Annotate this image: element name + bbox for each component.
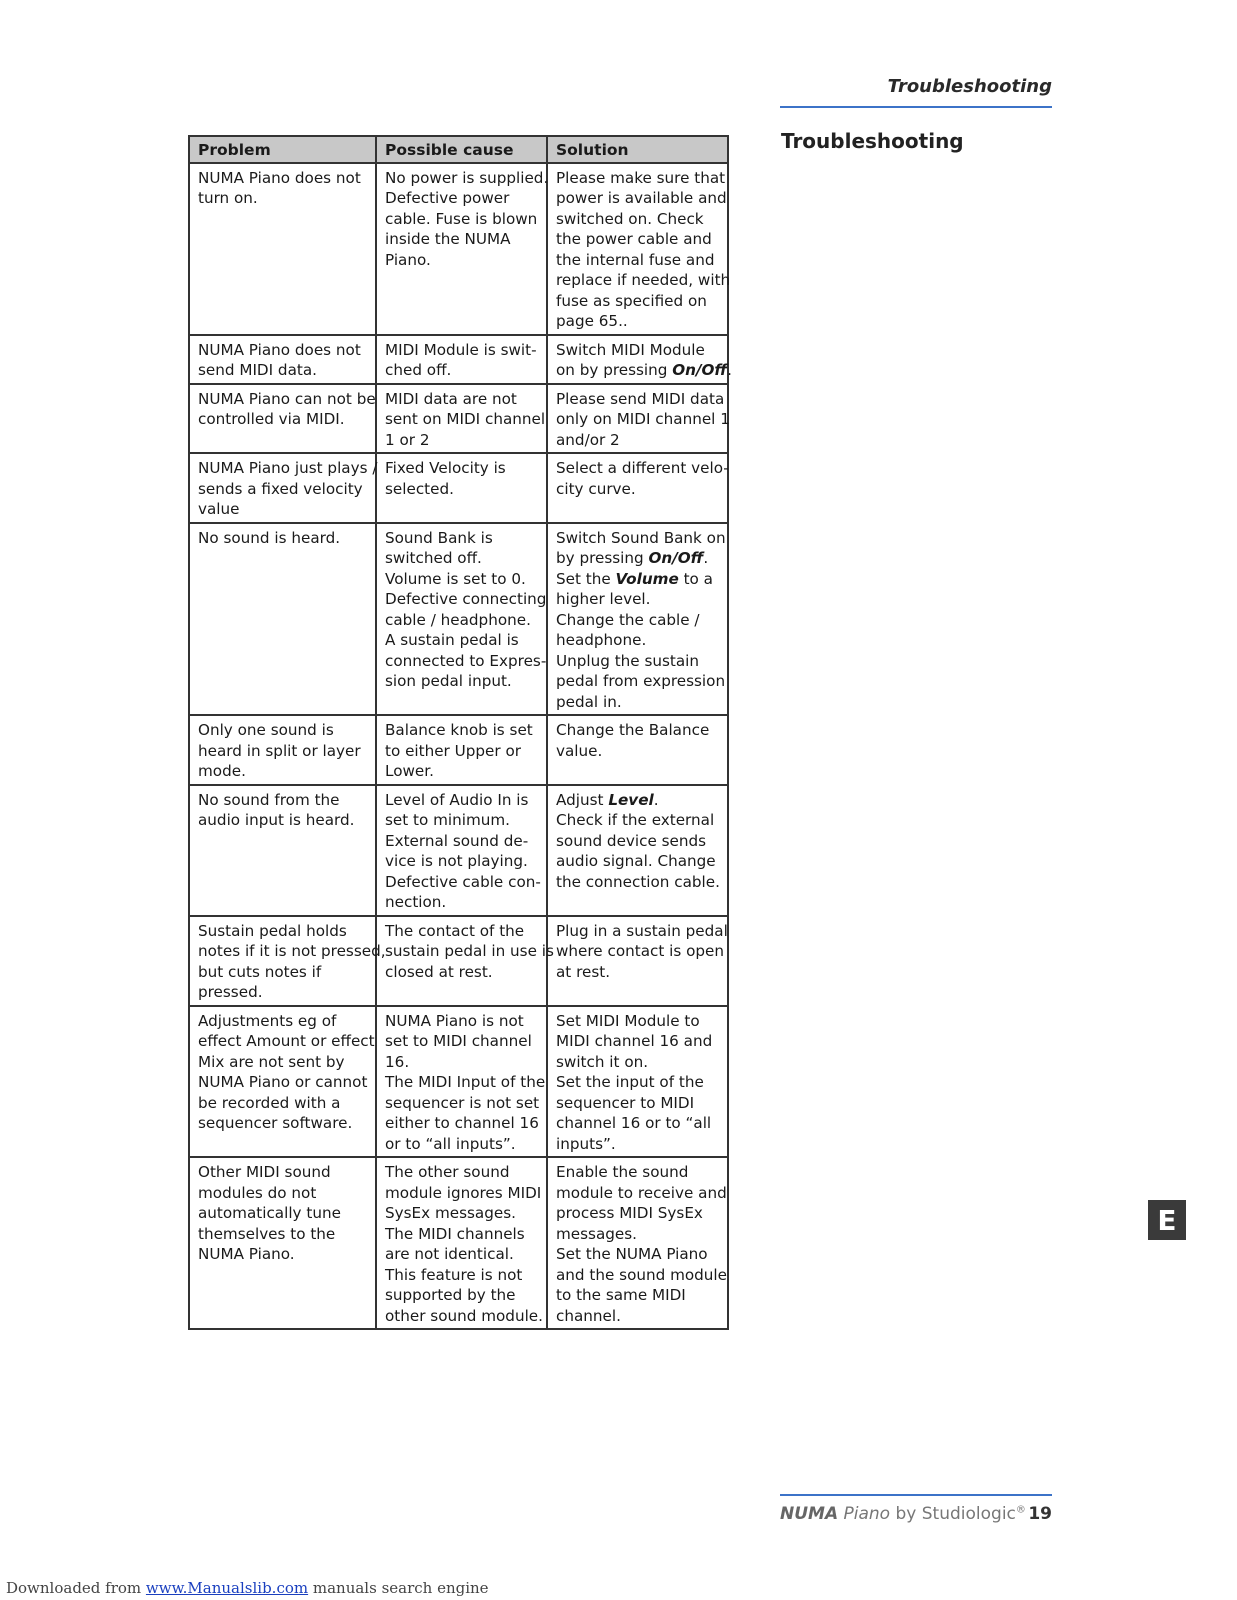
cell-line: MIDI channel 16 and	[556, 1032, 713, 1050]
cell-line: NUMA Piano.	[198, 1245, 295, 1263]
cell-line: Adjustments eg of	[198, 1011, 337, 1030]
cell-line: turn on.	[198, 189, 258, 207]
cell-line: sent on MIDI channel	[385, 410, 546, 428]
cell-line: Set the Volume to a	[556, 569, 713, 588]
cell-line: sends a fixed velocity	[198, 479, 363, 498]
cell-line: at rest.	[556, 962, 611, 981]
cell-line: The MIDI Input of the	[385, 1073, 546, 1091]
cause-cell	[376, 453, 547, 523]
cell-line: process MIDI SysEx	[556, 1204, 703, 1222]
cell-line: where contact is open	[556, 942, 724, 960]
cell-line: selected.	[385, 479, 454, 498]
solution-cell	[547, 384, 728, 454]
cell-line: and the sound module	[556, 1265, 727, 1284]
solution-cell	[547, 916, 728, 1006]
cell-line: inside the NUMA	[385, 230, 511, 248]
cell-line: MIDI data are not	[385, 389, 517, 408]
footer-rule	[780, 1494, 1052, 1496]
problem-cell	[189, 1006, 376, 1158]
cell-line: page 65..	[556, 312, 628, 330]
solution-cell	[547, 715, 728, 785]
cell-line: The contact of the	[385, 921, 525, 940]
cell-line: Set the input of the	[556, 1073, 704, 1091]
cell-line: Check if the external	[556, 811, 715, 829]
page-number: 19	[1028, 1504, 1052, 1524]
cell-line: No sound from the	[198, 790, 340, 809]
cell-line: vice is not playing.	[385, 852, 528, 870]
cell-line: but cuts notes if	[198, 962, 322, 981]
footer-maker: by Studiologic	[895, 1504, 1016, 1524]
cell-line: The other sound	[385, 1163, 510, 1181]
cell-line: notes if it is not pressed,	[198, 942, 386, 960]
cell-line: controlled via MIDI.	[198, 410, 345, 428]
solution-cell	[547, 453, 728, 523]
page-footer	[780, 1504, 1052, 1524]
cell-line: switch it on.	[556, 1052, 649, 1071]
cell-line: Defective power	[385, 189, 510, 207]
cell-line: channel 16 or to “all	[556, 1114, 712, 1132]
cell-line: only on MIDI channel 1	[556, 410, 730, 428]
cell-line: sequencer software.	[198, 1114, 353, 1132]
cell-line: Please make sure that	[556, 168, 726, 187]
cause-cell	[376, 384, 547, 454]
cell-line: either to channel 16	[385, 1114, 539, 1132]
cell-line: 1 or 2	[385, 430, 430, 449]
cell-line: be recorded with a	[198, 1093, 341, 1112]
table-row	[189, 785, 728, 916]
cell-line: messages.	[556, 1224, 637, 1243]
cell-line: Change the cable /	[556, 610, 700, 629]
cell-line: the connection cable.	[556, 872, 720, 891]
cell-line: The MIDI channels	[385, 1224, 525, 1243]
cause-cell	[376, 1006, 547, 1158]
cell-line: MIDI Module is swit-	[385, 340, 537, 359]
cell-line: higher level.	[556, 590, 651, 608]
cell-line: No sound is heard.	[198, 528, 341, 547]
problem-cell	[189, 1157, 376, 1329]
cell-line: pressed.	[198, 983, 263, 1001]
cell-line: NUMA Piano is not	[385, 1011, 524, 1030]
manualslib-link[interactable]: www.Manualslib.com	[145, 1579, 309, 1597]
solution-cell	[547, 523, 728, 716]
download-banner	[6, 1579, 489, 1597]
cell-line: Set MIDI Module to	[556, 1011, 700, 1030]
column-header-solution: Solution	[547, 136, 728, 163]
cell-line: Please send MIDI data	[556, 389, 725, 408]
cell-line: NUMA Piano or cannot	[198, 1073, 368, 1091]
cell-line: NUMA Piano can not be	[198, 389, 376, 408]
cell-line: module ignores MIDI	[385, 1183, 542, 1202]
cell-line: NUMA Piano does not	[198, 168, 361, 187]
cell-line: SysEx messages.	[385, 1204, 516, 1222]
cause-cell	[376, 163, 547, 335]
cell-line: Set the NUMA Piano	[556, 1245, 708, 1263]
cell-line: External sound de-	[385, 831, 529, 850]
footer-registered-mark: ®	[1015, 1504, 1026, 1516]
cell-line: inputs”.	[556, 1134, 616, 1153]
cause-cell	[376, 523, 547, 716]
footer-model: Piano	[843, 1504, 891, 1524]
cell-line: Sustain pedal holds	[198, 921, 347, 940]
cell-line: sequencer to MIDI	[556, 1093, 695, 1112]
problem-cell	[189, 453, 376, 523]
control-name: Level	[608, 790, 654, 809]
table-row	[189, 335, 728, 384]
cell-line: effect Amount or effect	[198, 1032, 375, 1050]
cell-line: Sound Bank is	[385, 528, 493, 547]
cell-line: Switch MIDI Module	[556, 340, 705, 359]
cell-line: power is available and	[556, 189, 727, 207]
cell-line: connected to Expres-	[385, 651, 547, 670]
solution-cell	[547, 163, 731, 335]
cell-line: pedal in.	[556, 692, 622, 711]
cell-line: sustain pedal in use is	[385, 942, 554, 960]
cell-line: on by pressing On/Off.	[556, 361, 732, 379]
cell-line: or to “all inputs”.	[385, 1134, 516, 1153]
problem-cell	[189, 384, 376, 454]
download-banner-prefix: Downloaded from	[6, 1579, 146, 1597]
cell-line: switched on. Check	[556, 209, 704, 228]
problem-cell	[189, 163, 376, 335]
cell-line: mode.	[198, 762, 246, 780]
cell-line: cable. Fuse is blown	[385, 209, 538, 228]
cell-line: Only one sound is	[198, 721, 334, 739]
cell-line: value	[198, 500, 240, 518]
cell-line: No power is supplied.	[385, 168, 549, 187]
footer-brand: NUMA	[780, 1504, 839, 1524]
problem-cell	[189, 916, 386, 1006]
cell-line: headphone.	[556, 631, 647, 649]
cause-cell	[376, 916, 554, 1006]
cell-line: supported by the	[385, 1286, 516, 1304]
cell-line: Other MIDI sound	[198, 1163, 331, 1181]
cell-line: ched off.	[385, 361, 452, 379]
cell-line: Plug in a sustain pedal	[556, 921, 728, 940]
cause-cell	[376, 335, 547, 384]
cell-line: NUMA Piano does not	[198, 340, 361, 359]
cell-line: Adjust Level.	[556, 790, 659, 809]
cell-line: audio input is heard.	[198, 811, 355, 829]
section-tab-marker: E	[1148, 1200, 1186, 1240]
cell-line: modules do not	[198, 1183, 317, 1202]
table-row	[189, 916, 728, 1006]
cell-line: Fixed Velocity is	[385, 459, 506, 477]
cell-line: to either Upper or	[385, 741, 521, 760]
cell-line: channel.	[556, 1306, 621, 1325]
cell-line: and/or 2	[556, 430, 620, 449]
cell-line: Defective cable con-	[385, 872, 541, 891]
cell-line: replace if needed, with	[556, 271, 731, 289]
cell-line: cable / headphone.	[385, 610, 531, 629]
cause-cell	[376, 785, 547, 916]
cell-line: send MIDI data.	[198, 361, 317, 379]
control-name: On/Off	[672, 361, 728, 379]
cell-line: set to MIDI channel	[385, 1032, 532, 1050]
header-rule	[780, 106, 1052, 108]
table-row	[189, 453, 728, 523]
cell-line: other sound module.	[385, 1306, 543, 1325]
cell-line: fuse as specified on	[556, 291, 707, 310]
table-row	[189, 1006, 728, 1158]
cell-line: A sustain pedal is	[385, 631, 519, 649]
cell-line: set to minimum.	[385, 811, 511, 829]
cell-line: by pressing On/Off.	[556, 549, 709, 567]
table-row	[189, 163, 728, 335]
cell-line: are not identical.	[385, 1245, 514, 1263]
cell-line: Level of Audio In is	[385, 790, 529, 809]
control-name: On/Off	[648, 549, 704, 567]
running-header-title: Troubleshooting	[887, 76, 1052, 97]
table-header-row	[189, 136, 728, 163]
cell-line: 16.	[385, 1052, 410, 1071]
cell-line: sequencer is not set	[385, 1093, 540, 1112]
cell-line: Switch Sound Bank on	[556, 528, 726, 547]
cell-line: Select a different velo-	[556, 459, 729, 477]
cell-line: to the same MIDI	[556, 1286, 686, 1304]
solution-cell	[547, 1006, 728, 1158]
cell-line: Change the Balance	[556, 721, 710, 739]
cell-line: Unplug the sustain	[556, 651, 700, 670]
cell-line: Volume is set to 0.	[385, 569, 526, 588]
cell-line: audio signal. Change	[556, 852, 716, 870]
cell-line: value.	[556, 741, 603, 760]
table-row	[189, 715, 728, 785]
cell-line: Defective connecting	[385, 590, 547, 608]
cell-line: Mix are not sent by	[198, 1052, 345, 1071]
cell-line: Balance knob is set	[385, 721, 533, 739]
cause-cell	[376, 1157, 547, 1329]
table-row	[189, 384, 728, 454]
cell-line: sion pedal input.	[385, 672, 512, 690]
solution-cell	[547, 785, 728, 916]
section-heading: Troubleshooting	[781, 129, 964, 153]
problem-cell	[189, 785, 376, 916]
cell-line: heard in split or layer	[198, 741, 361, 760]
cell-line: Lower.	[385, 762, 434, 780]
problem-cell	[189, 523, 376, 716]
cell-line: This feature is not	[385, 1265, 523, 1284]
control-name: Volume	[615, 569, 679, 588]
cell-line: closed at rest.	[385, 962, 493, 981]
cell-line: pedal from expression	[556, 672, 726, 690]
cell-line: Enable the sound	[556, 1163, 689, 1181]
cell-line: the power cable and	[556, 230, 712, 248]
cell-line: switched off.	[385, 549, 482, 567]
cell-line: Piano.	[385, 250, 431, 269]
cell-line: automatically tune	[198, 1204, 341, 1222]
problem-cell	[189, 715, 376, 785]
cause-cell	[376, 715, 547, 785]
column-header-problem: Problem	[189, 136, 376, 163]
table-body	[189, 163, 732, 1330]
problem-cell	[189, 335, 376, 384]
troubleshooting-table	[188, 135, 732, 1330]
solution-cell	[547, 1157, 728, 1329]
table-row	[189, 523, 728, 716]
cell-line: the internal fuse and	[556, 250, 715, 269]
solution-cell	[547, 335, 732, 384]
cell-line: module to receive and	[556, 1183, 727, 1202]
cell-line: NUMA Piano just plays /	[198, 459, 378, 477]
download-banner-suffix: manuals search engine	[308, 1579, 489, 1597]
column-header-possible-cause: Possible cause	[376, 136, 547, 163]
cell-line: nection.	[385, 893, 447, 911]
cell-line: city curve.	[556, 479, 636, 498]
cell-line: themselves to the	[198, 1224, 336, 1243]
cell-line: sound device sends	[556, 831, 707, 850]
table-row	[189, 1157, 728, 1329]
